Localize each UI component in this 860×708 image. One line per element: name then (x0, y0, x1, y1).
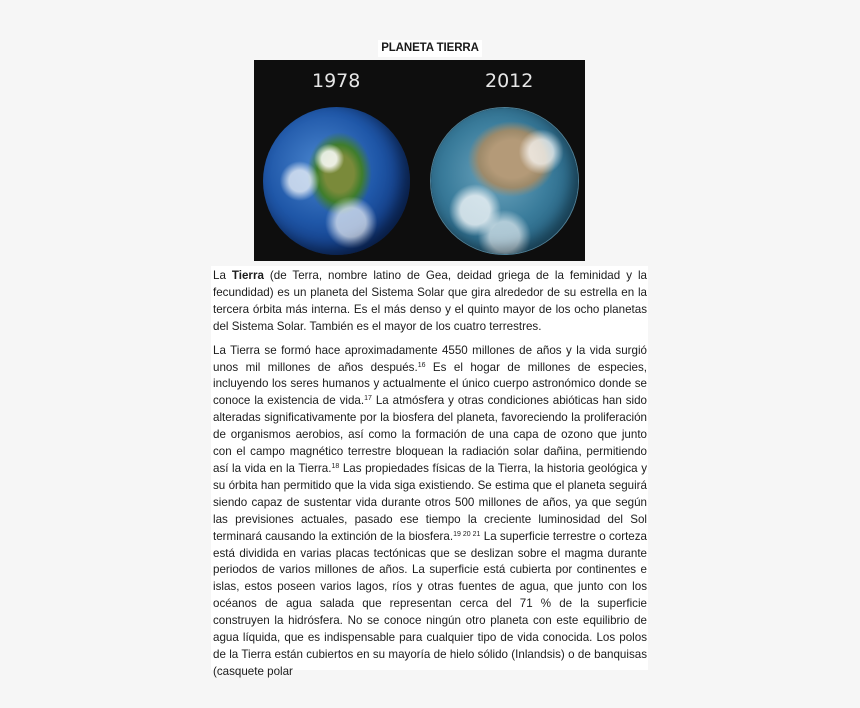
paragraph-text: La Tierra se formó hace aproximadamente 4550 millones de años y la vida surgió unos mil millones de años después. (213, 343, 647, 374)
figure-label-2012: 2012 (485, 70, 534, 92)
earth-comparison-figure (254, 60, 585, 261)
paragraph-intro (211, 266, 648, 336)
intro-lead: La (213, 269, 232, 282)
paragraph-text: La superficie terrestre o corteza está dividida en varias placas tectónicas que se deslizan sobre el magma durante periodos de varios millones de años. La superficie está cubierta por continentes e islas, estos poseen varios lagos, ríos y otras fuentes de agua, que junto con los océanos de agua salada que representan cerca del 71 % de la superficie construyen la hidrósfera. No se conoce ningún otro planeta con este equilibrio de agua líquida, que es indispensable para cualquier tipo de vida conocida. Los polos de la Tierra están cubiertos en su mayoría de hielo sólido (Inlandsis) o de banquisas (casquete polar (213, 529, 648, 678)
page-title: PLANETA TIERRA (378, 40, 482, 57)
footnote-ref-16: 16 (417, 361, 426, 369)
footnote-ref-18: 18 (331, 462, 340, 470)
body-text (211, 266, 648, 678)
earth-globe-1978-image (263, 107, 410, 255)
paragraph-text: Es el hogar de millones de especies, incluyendo los seres humanos y actualmente el único cuerpo astronómico donde se conoce la existencia de vida. (213, 360, 647, 408)
intro-term-bold: Tierra (231, 269, 264, 282)
intro-text: (de Terra, nombre latino de Gea, deidad griega de la feminidad y la fecundidad) es un planeta del Sistema Solar que gira alrededor de su estrella en la tercera órbita más interna. Es el más denso y el quinto mayor de los ocho planetas del Sistema Solar. También es el mayor de los cuatro terrestres. (213, 269, 647, 333)
figure-label-1978: 1978 (312, 70, 361, 92)
footnote-ref-17: 17 (364, 395, 372, 403)
earth-globe-2012-image (431, 108, 578, 254)
paragraph-text: Las propiedades físicas de la Tierra, la historia geológica y su órbita han permitido que la vida siga existiendo. Se estima que el planeta seguirá siendo capaz de sustentar vida durante otros 500 millones de años, ya que según las previsiones actuales, pasado ese tiempo la creciente luminosidad del Sol terminará causando la extinción de la biosfera. (213, 461, 648, 543)
paragraph-formation (211, 341, 648, 681)
paragraph-text: La atmósfera y otras condiciones abióticas han sido alteradas significativamente por la biosfera del planeta, favoreciendo la proliferación de organismos aerobios, así como la formación de una capa de ozono que junto con el campo magnético terrestre bloquean la radiación solar dañina, permitiendo así la vida en la Tierra. (213, 394, 647, 475)
footnote-ref-19-20-21: 19 20 21 (453, 530, 481, 538)
